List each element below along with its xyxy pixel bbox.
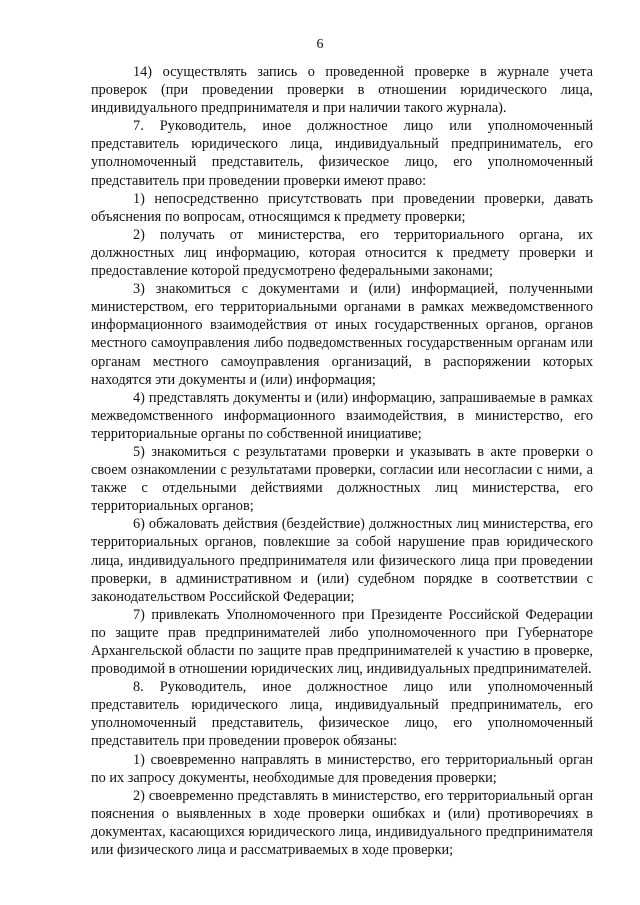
document-body <box>91 63 593 859</box>
paragraph-obligation-1: 1) своевременно направлять в министерство, его территориальный орган по их запросу документы, необходимые для проведения проверки; <box>91 751 593 786</box>
paragraph-item-14-journal: 14) осуществлять запись о проведенной проверке в журнале учета проверок (при проведении проверки в отношении юридического лица, индивидуального предпринимателя и при наличии такого журнала). <box>91 64 593 117</box>
paragraph-right-6: 6) обжаловать действия (бездействие) должностных лиц министерства, его территориальных органов, повлекшие за собой нарушение прав юридического лица, индивидуального предпринимателя или физического лица при проведении проверки, в административном и (или) судебном порядке в соответствии с законодательством Российской Федерации; <box>91 516 593 605</box>
paragraph-right-5: 5) знакомиться с результатами проверки и указывать в акте проверки о своем ознакомлении с результатами проверки, согласии или несогласии с ними, а также с отдельными действиями должностных лиц министерства, его территориальных органов; <box>91 443 593 515</box>
page-number: 6 <box>316 37 324 52</box>
paragraph-section-8-obligations: 8. Руководитель, иное должностное лицо или уполномоченный представитель юридического лица, индивидуальный предприниматель, его уполномоченный представитель, физическое лицо, его уполномоченный представитель при проведении проверок обязаны: <box>91 679 593 750</box>
paragraph-right-3: 3) знакомиться с документами и (или) информацией, полученными министерством, его территориальными органами в рамках межведомственного информационного взаимодействия от иных государственных органов, органов местного самоуправления либо подведомственных государственным органам или органам местного самоуправления организаций, в распоряжении которых находятся эти документы и (или) информация; <box>91 281 593 388</box>
paragraph-right-2: 2) получать от министерства, его территориального органа, их должностных лиц информацию, которая относится к предмету проверки и предоставление которой предусмотрено федеральными законами; <box>91 226 593 280</box>
paragraph-section-7-rights: 7. Руководитель, иное должностное лицо или уполномоченный представитель юридического лица, индивидуальный предприниматель, его уполномоченный представитель, физическое лицо, его уполномоченный представитель при проведении проверки имеют право: <box>91 118 593 189</box>
paragraph-obligation-2: 2) своевременно представлять в министерство, его территориальный орган пояснения о выявленных в ходе проверки ошибках и (или) противоречиях в документах, касающихся юридического лица, индивидуального предпринимателя или физического лица и рассматриваемых в ходе проверки; <box>91 787 593 859</box>
paragraph-right-1: 1) непосредственно присутствовать при проведении проверки, давать объяснения по вопросам, относящимся к предмету проверки; <box>91 190 593 225</box>
paragraph-right-4: 4) представлять документы и (или) информацию, запрашиваемые в рамках межведомственного информационного взаимодействия, в министерство, его территориальные органы по собственной инициативе; <box>91 389 593 442</box>
paragraph-right-7: 7) привлекать Уполномоченного при Президенте Российской Федерации по защите прав предпринимателей либо уполномоченного при Губернаторе Архангельской области по защите прав предпринимателей к участию в проверке, проводимой в отношении юридических лиц, индивидуальных предпринимателей. <box>91 606 593 678</box>
